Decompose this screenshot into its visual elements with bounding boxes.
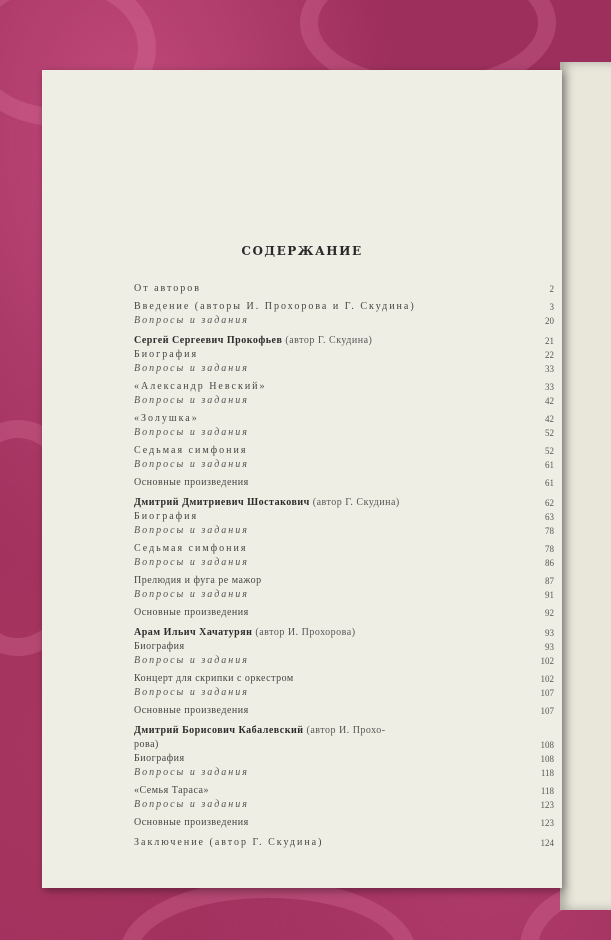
toc-entry-page: 52 <box>545 428 554 438</box>
toc-entry-title: Вопросы и задания <box>134 363 249 374</box>
toc-entry <box>134 574 554 588</box>
toc-entry-page: 52 <box>545 446 554 456</box>
toc-entry <box>134 672 554 686</box>
toc-entry-page: 62 <box>545 498 554 508</box>
toc-entry-page: 124 <box>540 838 554 848</box>
toc-entry <box>134 458 554 472</box>
toc-entry-page: 86 <box>545 558 554 568</box>
toc-entry-title: Заключение (автор Г. Скудина) <box>134 837 324 848</box>
toc-entry-title: Введение (авторы И. Прохорова и Г. Скудина) <box>134 301 416 312</box>
toc-entry <box>134 784 554 798</box>
toc-entry <box>134 334 554 348</box>
toc-entry <box>134 686 554 700</box>
toc-entry <box>134 704 554 718</box>
toc-entry <box>134 348 554 362</box>
toc-entry-author: (автор И. Прохорова) <box>252 627 356 638</box>
toc-entry <box>134 752 554 766</box>
toc-entry-page: 87 <box>545 576 554 586</box>
toc-entry <box>134 556 554 570</box>
toc-entry-title: Вопросы и задания <box>134 655 249 666</box>
toc-entry-title: Концерт для скрипки с оркестром <box>134 673 294 684</box>
toc-entry <box>134 816 554 830</box>
toc-entry-page: 2 <box>549 284 554 294</box>
toc-entry-page: 92 <box>545 608 554 618</box>
toc-entry <box>134 394 554 408</box>
toc-entry-title: Вопросы и задания <box>134 525 249 536</box>
book-page <box>42 70 562 888</box>
toc-entry-page: 108 <box>540 754 554 764</box>
toc-entry-title: Вопросы и задания <box>134 589 249 600</box>
toc-entry-title: От авторов <box>134 283 201 294</box>
toc-entry <box>134 836 554 850</box>
toc-entry-author: (автор И. Прохо- <box>303 725 386 736</box>
toc-entry-page: 123 <box>540 800 554 810</box>
toc-entry-title: «Александр Невский» <box>134 381 267 392</box>
toc-entry-title: Биография <box>134 641 185 652</box>
toc-entry-title: Вопросы и задания <box>134 427 249 438</box>
toc-entry-title: Дмитрий Дмитриевич Шостакович <box>134 497 310 508</box>
toc-entry-page: 118 <box>540 786 554 796</box>
toc-entry-page: 42 <box>545 396 554 406</box>
toc-entry-page: 78 <box>545 544 554 554</box>
toc-entry-author: (автор Г. Скудина) <box>309 497 400 508</box>
toc-entry-title: Сергей Сергеевич Прокофьев <box>134 335 283 346</box>
toc-entry-title: Вопросы и задания <box>134 557 249 568</box>
toc-entry <box>134 738 554 752</box>
toc-entry <box>134 444 554 458</box>
toc-entry-page: 63 <box>545 512 554 522</box>
toc-entry-title: Вопросы и задания <box>134 799 249 810</box>
toc-entry-page: 102 <box>540 656 554 666</box>
toc-entry <box>134 412 554 426</box>
toc-entry-page: 20 <box>545 316 554 326</box>
toc-entry-title: Основные произведения <box>134 477 249 488</box>
toc-entry-title: Прелюдия и фуга ре мажор <box>134 575 262 586</box>
toc-entry <box>134 588 554 602</box>
toc-entry <box>134 314 554 328</box>
toc-entry <box>134 798 554 812</box>
toc-entry-title: Дмитрий Борисович Кабалевский <box>134 725 304 736</box>
toc-entry <box>134 606 554 620</box>
toc-entry-title: Биография <box>134 753 185 764</box>
toc-entry-page: 61 <box>545 460 554 470</box>
toc-entry-page: 107 <box>540 706 554 716</box>
toc-entry <box>134 654 554 668</box>
toc-entry-page: 78 <box>545 526 554 536</box>
toc-entry-page: 107 <box>540 688 554 698</box>
toc-entry <box>134 476 554 490</box>
toc-entry-title: Вопросы и задания <box>134 687 249 698</box>
facing-page-edge <box>560 62 611 910</box>
toc-entry-page: 22 <box>545 350 554 360</box>
toc-entry-title: Основные произведения <box>134 817 249 828</box>
toc-entry-page: 61 <box>545 478 554 488</box>
toc-entry-title: Вопросы и задания <box>134 315 249 326</box>
toc-entry <box>134 496 554 510</box>
toc-entry <box>134 524 554 538</box>
toc-entry-title: «Семья Тараса» <box>134 785 209 796</box>
toc-entry-page: 91 <box>545 590 554 600</box>
toc-entry-title: Вопросы и задания <box>134 395 249 406</box>
toc-entry-title: Арам Ильич Хачатурян <box>134 627 253 638</box>
toc-entry <box>134 640 554 654</box>
toc-entry-title: Вопросы и задания <box>134 767 249 778</box>
toc-entry <box>134 626 554 640</box>
toc-entry <box>134 542 554 556</box>
toc-entry <box>134 380 554 394</box>
toc-entry-page: 118 <box>540 768 554 778</box>
toc-entry-title: Вопросы и задания <box>134 459 249 470</box>
toc-entry-title: Основные произведения <box>134 705 249 716</box>
toc-entry-page: 33 <box>545 364 554 374</box>
toc-entry-page: 93 <box>545 628 554 638</box>
toc-entry <box>134 362 554 376</box>
toc-entry-title: Биография <box>134 349 199 360</box>
page-title: СОДЕРЖАНИЕ <box>241 244 363 258</box>
toc-entry-title: Биография <box>134 511 199 522</box>
toc-entry <box>134 766 554 780</box>
toc-entry-page: 102 <box>540 674 554 684</box>
toc-entry-title: «Золушка» <box>134 413 199 424</box>
toc-entry-page: 108 <box>540 740 554 750</box>
toc-entry-page: 33 <box>545 382 554 392</box>
toc-entry-page: 21 <box>545 336 554 346</box>
toc-entry <box>134 300 554 314</box>
toc-entry-page: 93 <box>545 642 554 652</box>
table-of-contents <box>134 282 554 850</box>
toc-entry <box>134 426 554 440</box>
toc-entry-title: рова) <box>134 739 159 750</box>
fabric-pattern <box>120 880 416 940</box>
toc-entry-title: Седьмая симфония <box>134 543 248 554</box>
toc-entry <box>134 282 554 296</box>
toc-entry-author: (автор Г. Скудина) <box>282 335 373 346</box>
toc-entry-page: 3 <box>549 302 554 312</box>
toc-entry <box>134 510 554 524</box>
toc-entry-page: 42 <box>545 414 554 424</box>
toc-entry-title: Седьмая симфония <box>134 445 248 456</box>
toc-entry <box>134 724 554 738</box>
toc-entry-page: 123 <box>540 818 554 828</box>
toc-entry-title: Основные произведения <box>134 607 249 618</box>
